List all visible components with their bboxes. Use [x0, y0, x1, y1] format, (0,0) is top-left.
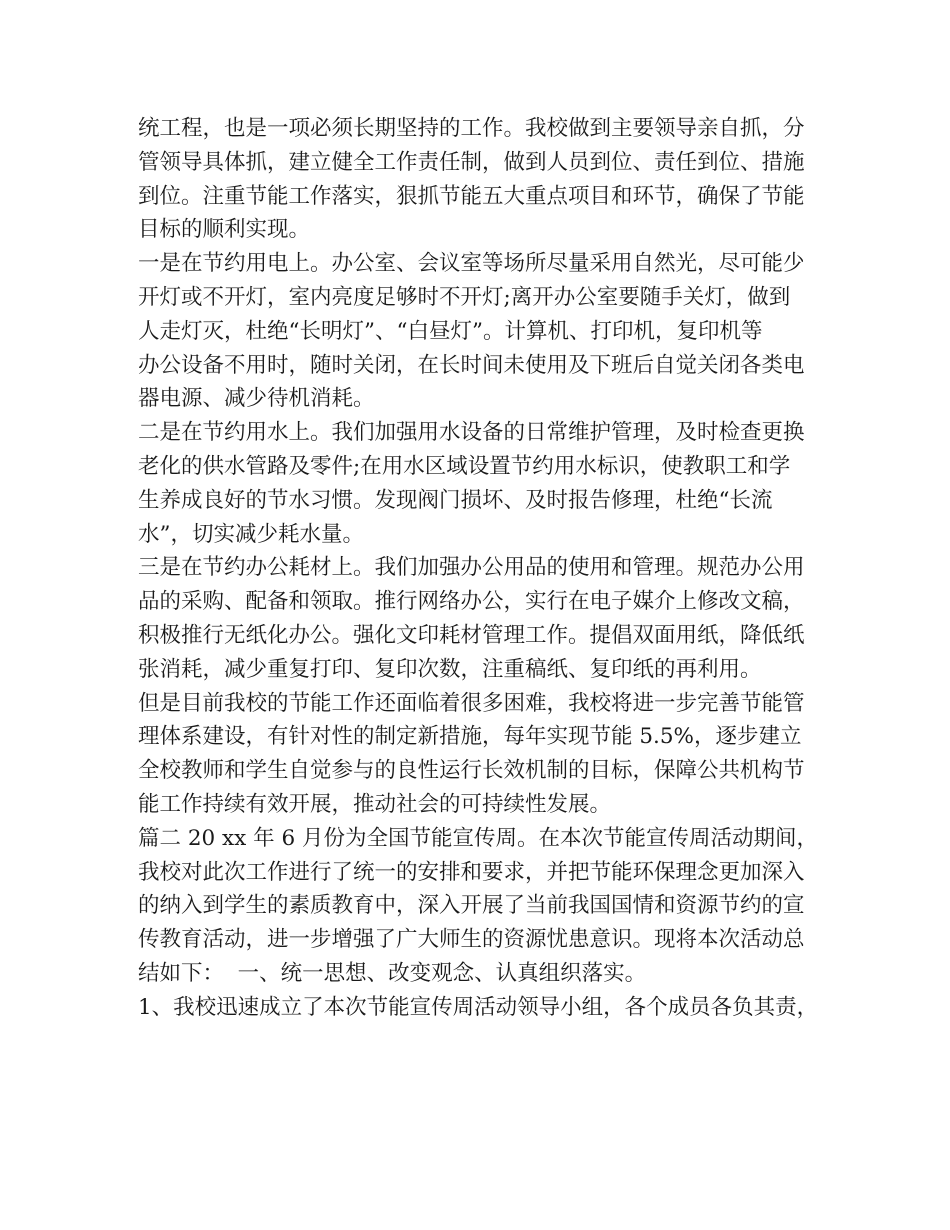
- text-line: 到位。注重节能工作落实，狠抓节能五大重点项目和环节，确保了节能: [138, 183, 805, 209]
- text-line: 一是在节约用电上。办公室、会议室等场所尽量采用自然光，尽可能少: [138, 251, 805, 277]
- text-line: 统工程，也是一项必须长期坚持的工作。我校做到主要领导亲自抓，分: [138, 116, 805, 141]
- text-line: 老化的供水管路及零件;在用水区域设置节约用水标识，使教职工和学: [138, 453, 791, 479]
- text-line: 能工作持续有效开展，推动社会的可持续性发展。: [138, 791, 612, 817]
- text-line: 人走灯灭，杜绝“长明灯”、“白昼灯”。计算机、打印机，复印机等: [138, 318, 763, 344]
- document-body: [138, 112, 828, 1025]
- text-line: 管领导具体抓，建立健全工作责任制，做到人员到位、责任到位、措施: [138, 149, 805, 175]
- text-line: 的纳入到学生的素质教育中，深入开展了当前我国国情和资源节约的宣: [138, 893, 805, 919]
- text-line: 生养成良好的节水习惯。发现阀门损坏、及时报告修理，杜绝“长流: [138, 487, 773, 513]
- text-line: 但是目前我校的节能工作还面临着很多困难，我校将进一步完善节能管: [138, 690, 805, 716]
- text-line: 张消耗，减少重复打印、复印次数，注重稿纸、复印纸的再利用。: [138, 656, 762, 682]
- text-line: 目标的顺利实现。: [138, 217, 311, 243]
- text-line: 结如下： 一、统一思想、改变观念、认真组织落实。: [138, 960, 647, 986]
- text-line: 1、我校迅速成立了本次节能宣传周活动领导小组，各个成员各负其责，: [138, 994, 819, 1020]
- text-line: 三是在节约办公耗材上。我们加强办公用品的使用和管理。规范办公用: [138, 555, 805, 581]
- text-line: 篇二 20 xx 年 6 月份为全国节能宣传周。在本次节能宣传周活动期间，: [138, 825, 818, 851]
- text-line: 水”，切实减少耗水量。: [138, 521, 364, 547]
- text-line: 开灯或不开灯，室内亮度足够时不开灯;离开办公室要随手关灯，做到: [138, 284, 791, 310]
- text-line: 理体系建设，有针对性的制定新措施，每年实现节能 5.5%，逐步建立: [138, 724, 802, 750]
- text-line: 传教育活动，进一步增强了广大师生的资源忧患意识。现将本次活动总: [138, 927, 805, 953]
- text-line: 我校对此次工作进行了统一的安排和要求，并把节能环保理念更加深入: [138, 859, 805, 885]
- text-line: 积极推行无纸化办公。强化文印耗材管理工作。提倡双面用纸，降低纸: [138, 622, 805, 648]
- text-line: 器电源、减少待机消耗。: [138, 386, 375, 412]
- text-line: 二是在节约用水上。我们加强用水设备的日常维护管理，及时检查更换: [138, 420, 805, 446]
- text-line: 办公设备不用时，随时关闭，在长时间未使用及下班后自觉关闭各类电: [138, 352, 805, 378]
- text-line: 品的采购、配备和领取。推行网络办公，实行在电子媒介上修改文稿，: [138, 589, 805, 615]
- text-line: 全校教师和学生自觉参与的良性运行长效机制的目标，保障公共机构节: [138, 758, 805, 784]
